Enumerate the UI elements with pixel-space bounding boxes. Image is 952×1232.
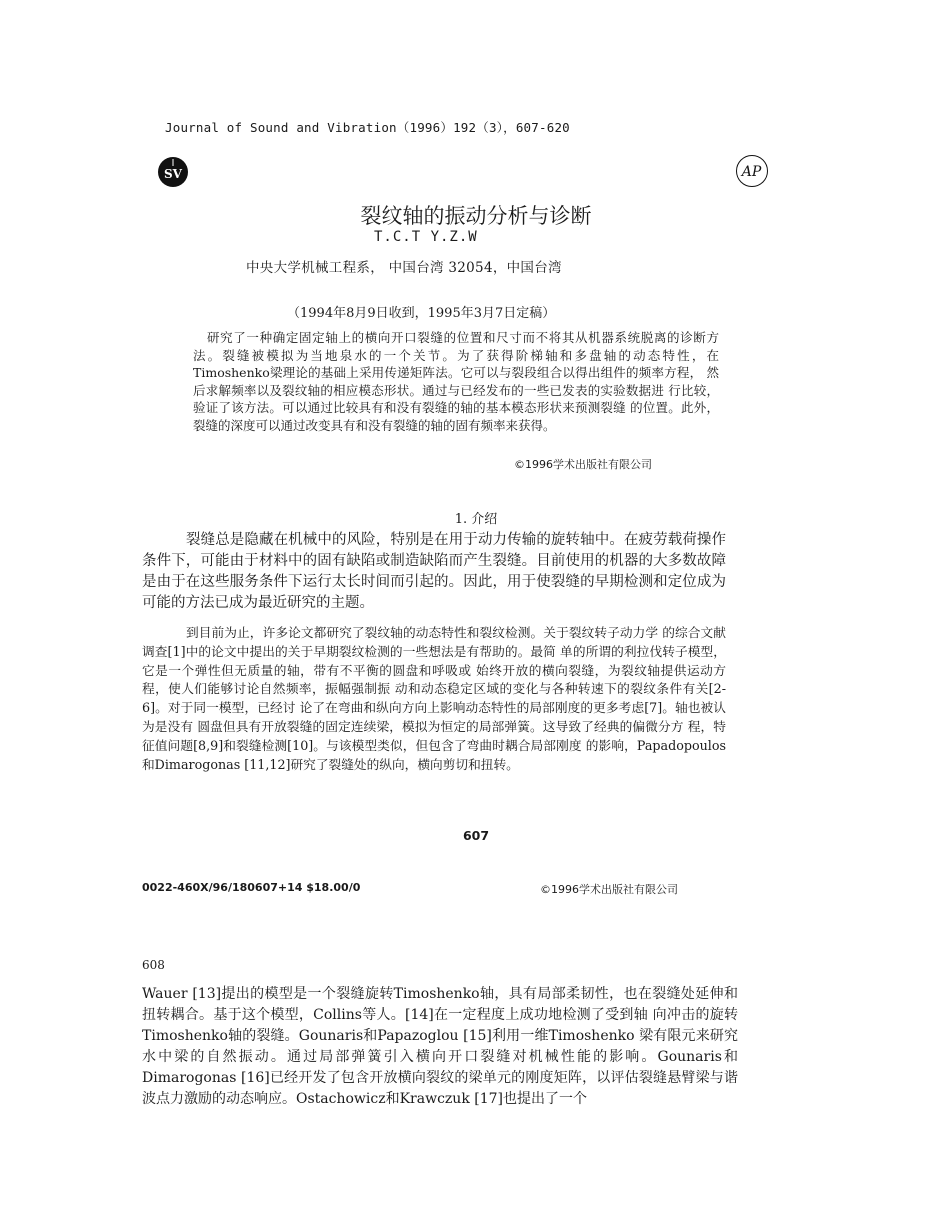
received-dates: （1994年8月9日收到，1995年3月7日定稿）	[287, 306, 556, 321]
page2-number: 608	[142, 958, 165, 972]
intro-paragraph-1-text: 裂缝总是隐藏在机械中的风险，特别是在用于动力传输的旋转轴中。在疲劳载荷操作条件下，可能由于材料中的固有缺陷或制造缺陷而产生裂缝。目前使用的机器的大多数故障是由于在这些服务条件下运行太长时间而引起的。因此，用于使裂缝的早期检测和定位成为可能的方法已成为最近研究的主题。	[142, 532, 726, 611]
ap-logo	[736, 155, 768, 187]
intro-paragraph-2-text: 到目前为止，许多论文都研究了裂纹轴的动态特性和裂纹检测。关于裂纹转子动力学 的综合文献调查[1]中的论文中提出的关于早期裂纹检测的一些想法是有帮助的。最简 单的所谓的利拉伐转子模型，它是一个弹性但无质量的轴，带有不平衡的圆盘和呼吸或 始终开放的横向裂缝，为裂纹轴提供运动方程，使人们能够讨论自然频率，振幅强制振 动和动态稳定区域的变化与各种转速下的裂纹条件有关[2-6]。对于同一模型，已经讨 论了在弯曲和纵向方向上影响动态特性的局部刚度的更多考虑[7]。轴也被认为是没有 圆盘但具有开放裂缝的固定连续梁，模拟为恒定的局部弹簧。这导致了经典的偏微分方 程，特征值问题[8,9]和裂缝检测[10]。与该模型类似，但包含了弯曲时耦合局部刚度 的影响，Papadopoulos和Dimarogonas [11,12]研究了裂缝处的纵向，横向剪切和扭转。	[142, 625, 726, 772]
abstract	[193, 329, 719, 434]
abstract-text: 研究了一种确定固定轴上的横向开口裂缝的位置和尺寸而不将其从机器系统脱离的诊断方法。裂缝被模拟为当地泉水的一个关节。为了获得阶梯轴和多盘轴的动态特性，在Timoshenko梁理论的基础上采用传递矩阵法。它可以与裂段组合以得出组件的频率方程， 然后求解频率以及裂纹轴的相应模态形状。通过与已经发布的一些已发表的实验数据进 行比较，验证了该方法。可以通过比较具有和没有裂缝的轴的基本模态形状来预测裂缝 的位置。此外，裂缝的深度可以通过改变具有和没有裂缝的轴的固有频率来获得。	[193, 330, 719, 433]
article-affiliation: 中央大学机械工程系， 中国台湾 32054，中国台湾	[246, 260, 562, 276]
journal-citation: Journal of Sound and Vibration（1996）192（3），607-620	[165, 120, 570, 135]
abstract-copyright: ©1996学术出版社有限公司	[514, 458, 652, 471]
page2-paragraph-text: Wauer [13]提出的模型是一个裂缝旋转Timoshenko轴，具有局部柔韧性，也在裂缝处延伸和扭转耦合。基于这个模型，Collins等人。[14]在一定程度上成功地检测了受到轴 向冲击的旋转Timoshenko轴的裂缝。Gounaris和Papazoglou [15]利用一维Timoshenko 梁有限元来研究水中梁的自然振动。通过局部弹簧引入横向开口裂缝对机械性能的影响。Gounaris和Dimarogonas [16]已经开发了包含开放横向裂纹的梁单元的刚度矩阵，以评估裂缝悬臂梁与谐波点力激励的动态响应。Ostachowicz和Krawczuk [17]也提出了一个	[142, 986, 738, 1107]
footer-copyright: ©1996学术出版社有限公司	[540, 883, 678, 896]
page2-paragraph	[142, 984, 738, 1110]
ap-logo-text: AP	[741, 164, 762, 180]
intro-paragraph-2	[142, 624, 726, 774]
page-number: 607	[462, 828, 490, 843]
section-heading: 1. 介绍	[454, 512, 498, 527]
article-authors: T.C.T Y.Z.W	[374, 229, 478, 245]
article-title: 裂纹轴的振动分析与诊断	[360, 204, 592, 228]
issn-price: 0022-460X/96/180607+14 $18.00/0	[142, 881, 361, 894]
intro-paragraph-1	[142, 530, 726, 614]
sv-logo	[158, 157, 188, 187]
sv-logo-text: SV	[164, 167, 182, 181]
